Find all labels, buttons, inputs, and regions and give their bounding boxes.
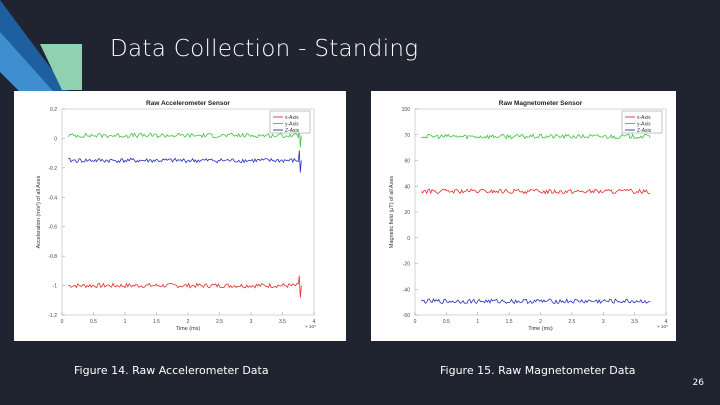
y-tick-label: 40 (404, 184, 410, 191)
y-tick-label: 0 (407, 235, 410, 242)
figure-caption-accelerometer: Figure 14. Raw Accelerometer Data (74, 364, 269, 377)
y-tick-label: -0.8 (48, 254, 57, 261)
y-tick-label: -20 (402, 261, 410, 268)
y-tick-label: -1 (52, 283, 57, 290)
y-axis-label: Acceleration (m/s²) of all Axes (36, 175, 42, 249)
x-multiplier: × 10⁴ (305, 324, 316, 329)
y-tick-label: -50 (402, 313, 410, 319)
plot-area (415, 109, 666, 315)
page-number: 26 (692, 378, 704, 388)
y-tick-label: 100 (401, 107, 410, 113)
x-tick-label: 3 (601, 319, 605, 325)
legend-label: y-Axis (285, 121, 299, 128)
y-tick-label: -40 (402, 287, 410, 294)
series-line-y-axis (421, 134, 650, 139)
accelerometer-figure (14, 91, 346, 341)
x-tick-label: 3.5 (631, 319, 639, 325)
series-line-z-axis (68, 151, 301, 173)
x-multiplier: × 10⁴ (657, 324, 668, 329)
y-tick-label: 0 (54, 136, 57, 143)
y-tick-label: 20 (404, 210, 410, 216)
x-tick-label: 2.5 (568, 319, 576, 325)
y-tick-label: 0.2 (50, 107, 57, 113)
y-tick-label: -1.2 (48, 313, 57, 319)
x-axis-label: Time (ms) (528, 326, 553, 332)
legend-label: x-Axis (285, 114, 299, 121)
y-tick-label: 70 (404, 132, 410, 139)
y-tick-label: -0.2 (48, 165, 57, 172)
x-tick-label: 2.5 (216, 319, 223, 325)
x-tick-label: 0.5 (442, 319, 450, 325)
accelerometer-chart (14, 91, 346, 341)
x-tick-label: 4 (664, 319, 668, 325)
series-line-z-axis (421, 299, 650, 304)
x-tick-label: 0 (413, 319, 417, 325)
legend-label: x-Axis (637, 114, 651, 121)
x-tick-label: 1.5 (505, 319, 513, 325)
y-tick-label: -0.6 (48, 224, 57, 231)
x-tick-label: 1.5 (153, 319, 160, 325)
series-line-x-axis (421, 189, 650, 193)
legend-label: Z-Axis (285, 127, 300, 134)
slide-title: Data Collection - Standing (110, 36, 419, 62)
x-tick-label: 1 (123, 319, 127, 325)
chart-title: Raw Magnetometer Sensor (498, 100, 583, 107)
x-tick-label: 2 (539, 319, 542, 325)
series-line-x-axis (68, 276, 301, 298)
y-axis-label: Magnetic field (µT) of all Axes (389, 175, 395, 249)
x-tick-label: 4 (312, 319, 316, 325)
y-tick-label: 60 (404, 158, 410, 165)
legend-label: Z-Axis (637, 127, 652, 134)
legend-label: y-Axis (637, 121, 651, 128)
x-tick-label: 3.5 (279, 319, 286, 325)
series-line-y-axis (68, 126, 301, 148)
x-tick-label: 2 (186, 319, 190, 325)
x-tick-label: 1 (476, 319, 480, 325)
chart-title: Raw Accelerometer Sensor (146, 100, 230, 107)
x-tick-label: 0.5 (90, 319, 97, 325)
magnetometer-figure (371, 91, 676, 341)
x-axis-label: Time (ms) (175, 326, 201, 332)
y-tick-label: -0.4 (48, 195, 57, 202)
magnetometer-chart (371, 91, 676, 341)
figure-caption-magnetometer: Figure 15. Raw Magnetometer Data (440, 364, 636, 377)
x-tick-label: 0 (60, 319, 64, 325)
x-tick-label: 3 (249, 319, 253, 325)
